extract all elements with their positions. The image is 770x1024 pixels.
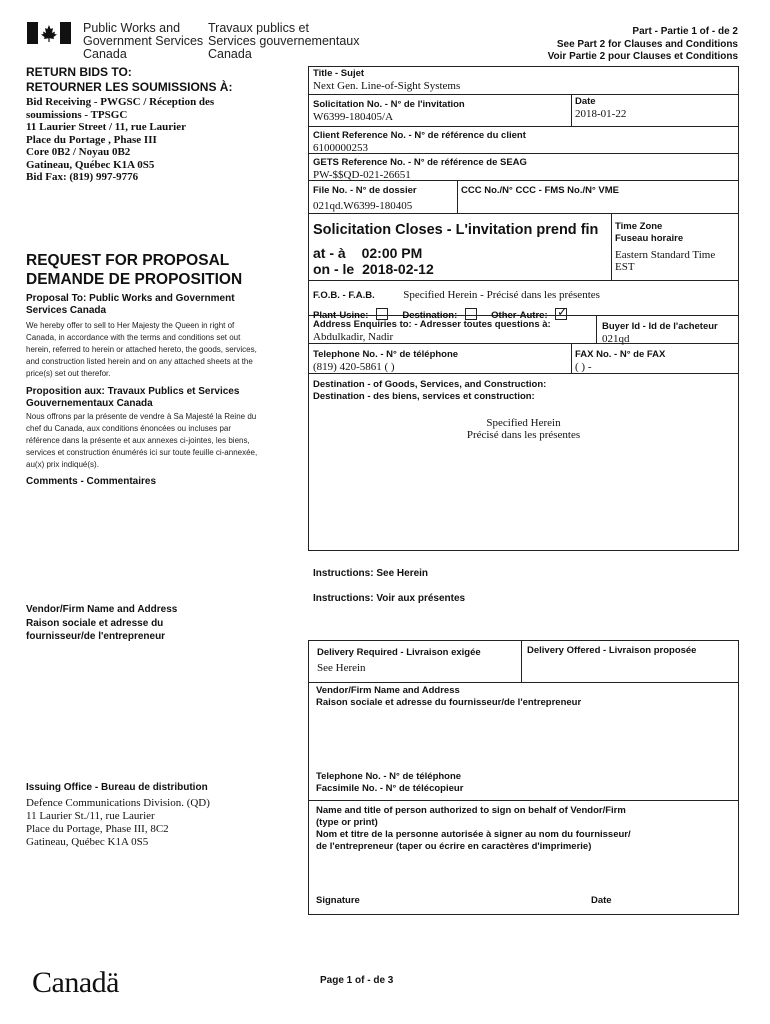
- file-label: File No. - N° de dossier: [313, 185, 417, 196]
- phone-label: Telephone No. - N° de téléphone: [313, 349, 459, 360]
- destination-label: Destination:: [402, 310, 458, 321]
- department-name-fr: [208, 22, 359, 61]
- vendor-form-box: [308, 640, 739, 915]
- plant-label: Plant-Usine:: [313, 310, 369, 321]
- rfp-title: [26, 251, 242, 289]
- vendor-phone-label: Telephone No. - N° de téléphone: [316, 771, 462, 782]
- vendor-name-row[interactable]: [309, 683, 738, 801]
- solicitation-form-box: [308, 66, 739, 551]
- signatory-label-line: Nom et titre de la personne autorisée à signer au nom du fournisseur/: [316, 829, 631, 840]
- enquiries-value[interactable]: Abdulkadir, Nadir: [313, 331, 394, 343]
- vendor-label-line: Vendor/Firm Name and Address: [26, 604, 178, 615]
- file-value[interactable]: 021qd.W6399-180405: [313, 200, 413, 212]
- address-line: Core 0B2 / Noyau 0B2: [26, 146, 131, 158]
- proposal-to-fr: Proposition aux: Travaux Publics et Services Gouvernementaux Canada: [26, 386, 240, 409]
- title-value[interactable]: Next Gen. Line-of-Sight Systems: [313, 80, 461, 92]
- file-cell: [309, 181, 457, 213]
- signatory-label-line: de l'entrepreneur (taper ou écrire en caractères d'imprimerie): [316, 841, 592, 852]
- fax-label: FAX No. - N° de FAX: [575, 349, 666, 360]
- vendor-label-fr: Raison sociale et adresse du fournisseur/de l'entrepreneur: [316, 697, 582, 708]
- delivery-required-label: Delivery Required - Livraison exigée: [317, 647, 481, 658]
- fob-label: F.O.B. - F.A.B.: [313, 290, 375, 301]
- title-cell: [309, 67, 738, 94]
- date-cell: [571, 95, 740, 126]
- destination-label-fr: Destination - des biens, services et construction:: [313, 391, 535, 402]
- address-line: Gatineau, Québec K1A 0S5: [26, 158, 155, 171]
- delivery-offered-cell[interactable]: [521, 641, 740, 682]
- closing-cell: [309, 214, 611, 280]
- timezone-cell: [611, 214, 740, 280]
- closing-date[interactable]: 2018-02-12: [362, 261, 434, 277]
- checkmark-icon: ✓: [557, 305, 568, 319]
- title-label: Title - Sujet: [313, 68, 365, 79]
- gets-label: GETS Reference No. - N° de référence de SEAG: [313, 157, 527, 168]
- part-line: Voir Partie 2 pour Clauses et Conditions: [547, 51, 738, 62]
- destination-value-en[interactable]: Specified Herein: [486, 417, 561, 429]
- client-ref-row: [309, 127, 738, 154]
- fob-value[interactable]: Specified Herein - Précisé dans les présentes: [403, 289, 600, 301]
- gets-value[interactable]: PW-$$QD-021-26651: [313, 169, 411, 181]
- gets-row: [309, 154, 738, 181]
- delivery-required-cell: [309, 641, 521, 682]
- return-bids-title: [26, 65, 232, 95]
- client-ref-value[interactable]: 6100000253: [313, 142, 368, 154]
- gets-cell: [309, 154, 738, 180]
- destination-label-en: Destination - of Goods, Services, and Construction:: [313, 379, 547, 390]
- closing-row: [309, 214, 738, 281]
- vendor-label-line: Raison sociale et adresse du: [26, 617, 164, 629]
- vendor-firm-label-left: [26, 603, 177, 644]
- fob-row: [309, 281, 738, 321]
- dept-line: Travaux publics et: [208, 21, 309, 35]
- proposal-to-en: Proposal To: Public Works and Government Services Canada: [26, 293, 235, 316]
- ccc-label: CCC No./N° CCC - FMS No./N° VME: [461, 185, 620, 196]
- page-number: Page 1 of - de 3: [320, 975, 394, 986]
- address-line: Place du Portage, Phase III, 8C2: [26, 823, 169, 835]
- issuing-office-address: [26, 797, 210, 849]
- fob-cell: [309, 281, 738, 321]
- bid-fax-line: Bid Fax: (819) 997-9776: [26, 171, 139, 183]
- address-line: 11 Laurier St./11, rue Laurier: [26, 810, 155, 822]
- phone-value[interactable]: (819) 420-5861 ( ): [313, 361, 395, 373]
- vendor-label-line: fournisseur/de l'entrepreneur: [26, 631, 166, 642]
- buyer-cell: [596, 316, 740, 343]
- title-row: [309, 67, 738, 95]
- dept-line: Services gouvernementaux: [208, 34, 360, 48]
- vendor-name-cell: [309, 683, 738, 800]
- part-line: See Part 2 for Clauses and Conditions: [556, 38, 738, 50]
- file-row: [309, 181, 738, 214]
- return-bids-address: [26, 96, 214, 184]
- delivery-offered-label: Delivery Offered - Livraison proposée: [527, 645, 697, 656]
- address-line: Defence Communications Division. (QD): [26, 797, 210, 809]
- signature-label: Signature: [316, 895, 360, 906]
- solicitation-label: Solicitation No. - N° de l'invitation: [313, 99, 465, 110]
- solicitation-value[interactable]: W6399-180405/A: [313, 111, 394, 123]
- fax-value[interactable]: ( ) -: [575, 361, 592, 373]
- solicitation-cell: [309, 95, 571, 126]
- department-name-en: [83, 22, 203, 61]
- enquiries-cell: [309, 316, 596, 343]
- address-line: 11 Laurier Street / 11, rue Laurier: [26, 121, 186, 133]
- rfp-title-en: REQUEST FOR PROPOSAL: [26, 252, 230, 269]
- instructions-en: Instructions: See Herein: [313, 568, 429, 579]
- destination-cell: [309, 378, 738, 548]
- part-line: Part - Partie 1 of - de 2: [632, 26, 738, 37]
- signature-date-label: Date: [591, 895, 612, 906]
- address-line: Gatineau, Québec K1A 0S5: [26, 836, 149, 848]
- delivery-row: [309, 641, 738, 683]
- enquiries-row: [309, 316, 738, 344]
- dept-line: Canada: [208, 47, 252, 61]
- timezone-value[interactable]: Eastern Standard Time: [615, 249, 716, 261]
- enquiries-label: Address Enquiries to: - Adresser toutes questions à:: [313, 319, 551, 330]
- phone-row: [309, 344, 738, 374]
- offer-text-fr: Nous offrons par la présente de vendre à Sa Majesté la Reine du chef du Canada, aux conditions énoncées ou incluses par référence dans la présente et aux annexes ci-jointes, les biens, services et construction énumérés ici sur toute feuille ci-annexée, au(x) prix indiqué(s).: [26, 412, 258, 469]
- address-line: Bid Receiving - PWGSC / Réception des: [26, 96, 215, 108]
- part-indicator: [548, 26, 738, 64]
- timezone-label-fr: Fuseau horaire: [615, 233, 684, 244]
- comments-label: Comments - Commentaires: [26, 476, 157, 487]
- canada-flag-icon: [27, 22, 71, 44]
- closing-label: Solicitation Closes - L'invitation prend fin: [313, 222, 599, 238]
- dept-line: Public Works and: [83, 21, 181, 35]
- canada-wordmark: Canadä: [32, 966, 119, 999]
- phone-cell: [309, 344, 571, 373]
- dept-line: Canada: [83, 47, 127, 61]
- on-label: on - le: [313, 261, 355, 277]
- instructions-fr: Instructions: Voir aux présentes: [313, 593, 466, 604]
- signatory-label-line: Name and title of person authorized to sign on behalf of Vendor/Firm: [316, 805, 626, 816]
- issuing-office-label: Issuing Office - Bureau de distribution: [26, 782, 208, 793]
- vendor-label-en: Vendor/Firm Name and Address: [316, 685, 460, 696]
- destination-value-fr[interactable]: Précisé dans les présentes: [466, 429, 581, 441]
- signatory-label-line: (type or print): [316, 817, 378, 828]
- address-line: soumissions - TPSGC: [26, 108, 128, 121]
- at-label: at - à: [313, 245, 346, 261]
- closing-time[interactable]: 02:00 PM: [361, 245, 423, 261]
- return-bids-title-fr: RETOURNER LES SOUMISSIONS À:: [26, 80, 233, 94]
- vendor-fax-label: Facsimile No. - N° de télécopieur: [316, 783, 464, 794]
- signatory-cell[interactable]: [309, 803, 738, 913]
- client-ref-label: Client Reference No. - N° de référence du client: [313, 130, 526, 141]
- timezone-label-en: Time Zone: [615, 221, 663, 232]
- address-line: Place du Portage , Phase III: [26, 133, 157, 146]
- delivery-required-value[interactable]: See Herein: [317, 662, 366, 674]
- date-value[interactable]: 2018-01-22: [575, 108, 627, 120]
- rfp-title-fr: DEMANDE DE PROPOSITION: [26, 271, 243, 288]
- offer-text-en: We hereby offer to sell to Her Majesty the Queen in right of Canada, in accordance with the terms and conditions set out herein, referred to herein or attached hereto, the goods, services, and construction listed herein and on any attached sheets at the price(s) set out therefor.: [26, 321, 257, 378]
- dept-line: Government Services: [83, 34, 204, 48]
- ccc-cell: [457, 181, 740, 213]
- date-label: Date: [575, 96, 596, 107]
- return-bids-title-en: RETURN BIDS TO:: [26, 65, 132, 79]
- client-ref-cell: [309, 127, 738, 153]
- buyer-label: Buyer Id - Id de l'acheteur: [602, 321, 718, 332]
- buyer-value[interactable]: 021qd: [602, 333, 630, 345]
- timezone-abbr[interactable]: EST: [615, 261, 635, 273]
- solicitation-row: [309, 95, 738, 127]
- other-label: Other-Autre:: [491, 310, 548, 321]
- fax-cell: [571, 344, 740, 373]
